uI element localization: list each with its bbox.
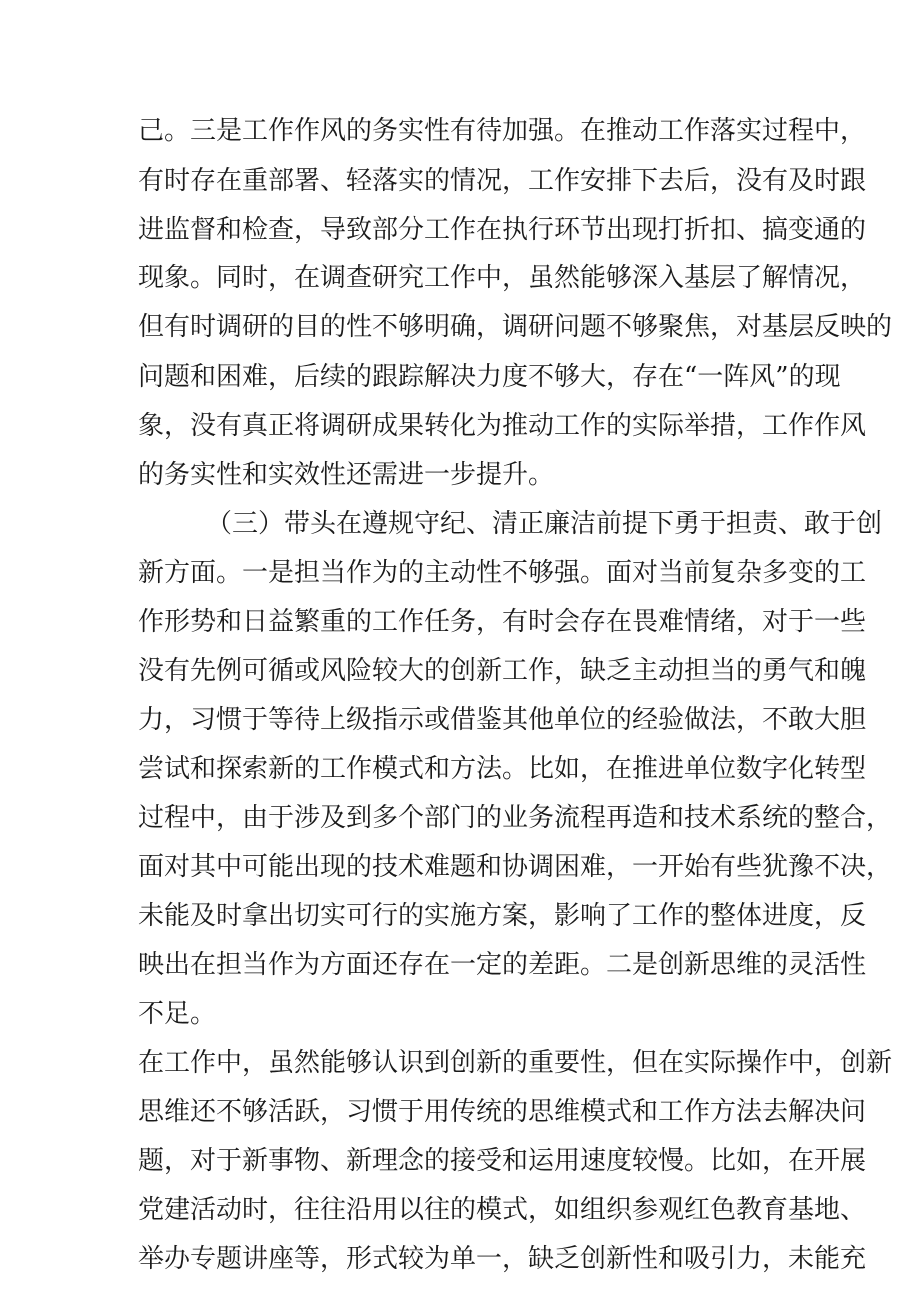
text-line-6: 问题和困难，后续的跟踪解决力度不够大，存在“一阵风”的现 <box>138 362 841 392</box>
text-line-19: 不足。 <box>138 999 217 1029</box>
text-line-16: 面对其中可能出现的技术难题和协调困难，一开始有些犹豫不决， <box>138 852 893 882</box>
text-line-24: 举办专题讲座等，形式较为单一，缺乏创新性和吸引力，未能充 <box>138 1244 867 1274</box>
text-line-18: 映出在担当作为方面还存在一定的差距。二是创新思维的灵活性 <box>138 950 867 980</box>
text-line-8: 的务实性和实效性还需进一步提升。 <box>138 460 555 490</box>
text-line-14: 尝试和探索新的工作模式和方法。比如，在推进单位数字化转型 <box>138 754 867 784</box>
text-line-13: 力，习惯于等待上级指示或借鉴其他单位的经验做法，不敢大胆 <box>138 705 867 735</box>
text-line-5: 但有时调研的目的性不够明确，调研问题不够聚焦，对基层反映的 <box>138 312 893 342</box>
text-line-11: 作形势和日益繁重的工作任务，有时会存在畏难情绪，对于一些 <box>138 607 867 637</box>
text-line-22: 题，对于新事物、新理念的接受和运用速度较慢。比如，在开展 <box>138 1146 867 1176</box>
text-line-1: 己。三是工作作风的务实性有待加强。在推动工作落实过程中， <box>138 116 867 146</box>
text-line-12: 没有先例可循或风险较大的创新工作，缺乏主动担当的勇气和魄 <box>138 656 867 686</box>
text-line-21: 思维还不够活跃，习惯于用传统的思维模式和工作方法去解决问 <box>138 1097 867 1127</box>
section-heading-line: （三）带头在遵规守纪、清正廉洁前提下勇于担责、敢于创 <box>206 509 883 539</box>
text-line-2: 有时存在重部署、轻落实的情况，工作安排下去后，没有及时跟 <box>138 166 867 196</box>
text-line-4: 现象。同时，在调查研究工作中，虽然能够深入基层了解情况， <box>138 263 867 293</box>
text-line-7: 象，没有真正将调研成果转化为推动工作的实际举措，工作作风 <box>138 411 867 441</box>
text-line-23: 党建活动时，往往沿用以往的模式，如组织参观红色教育基地、 <box>138 1195 867 1225</box>
text-line-20: 在工作中，虽然能够认识到创新的重要性，但在实际操作中，创新 <box>138 1048 893 1078</box>
text-line-3: 进监督和检查，导致部分工作在执行环节出现打折扣、搞变通的 <box>138 215 867 245</box>
text-line-15: 过程中，由于涉及到多个部门的业务流程再造和技术系统的整合， <box>138 803 893 833</box>
text-line-17: 未能及时拿出切实可行的实施方案，影响了工作的整体进度，反 <box>138 901 867 931</box>
text-line-10: 新方面。一是担当作为的主动性不够强。面对当前复杂多变的工 <box>138 558 867 588</box>
